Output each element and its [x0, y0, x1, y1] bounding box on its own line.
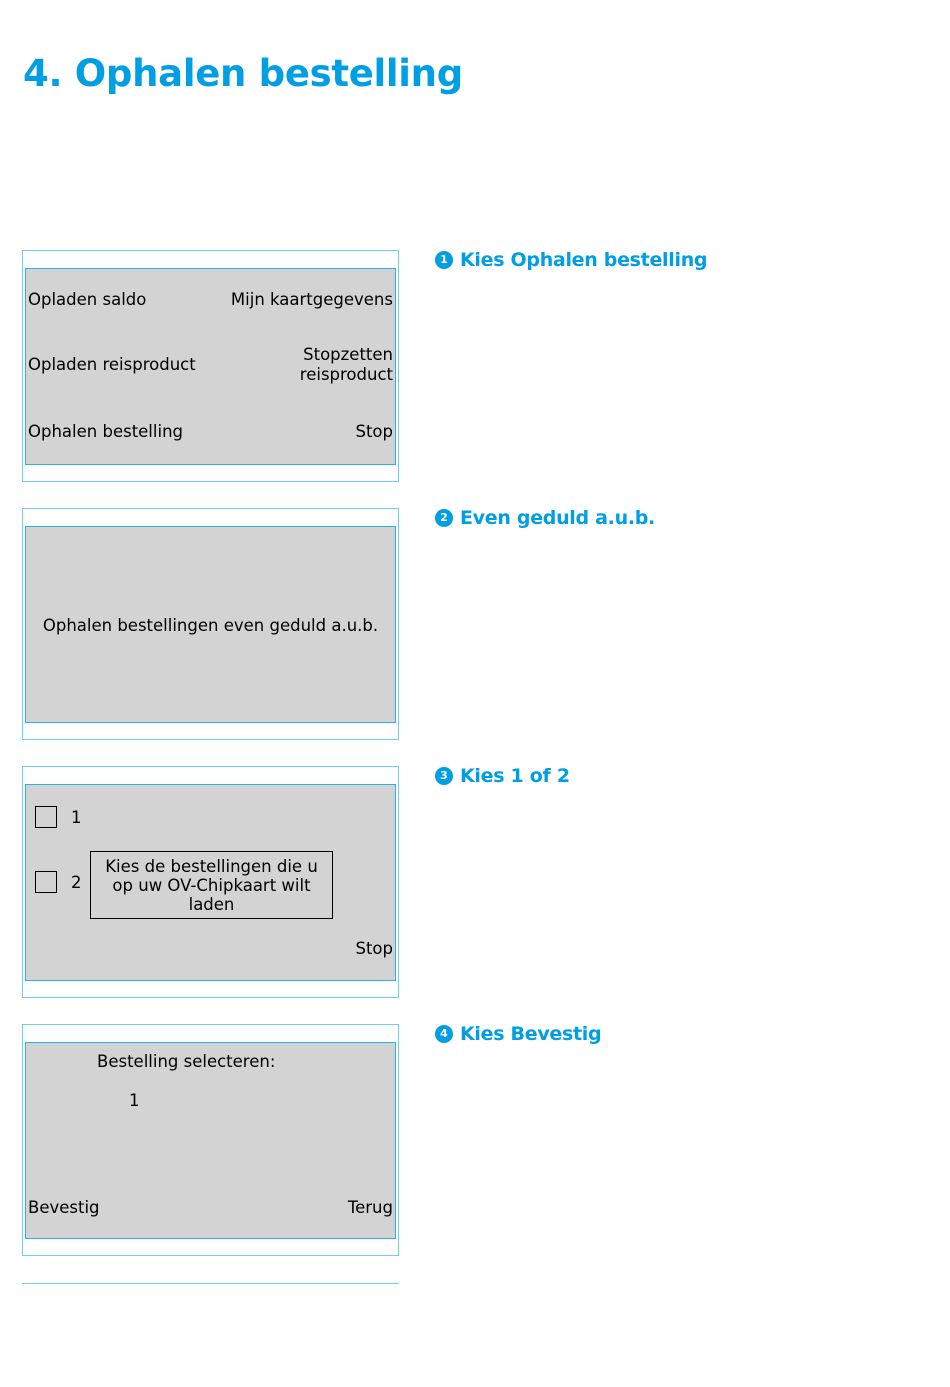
select-heading: Bestelling selecteren:	[97, 1052, 276, 1071]
order-checkbox-2[interactable]	[35, 871, 57, 893]
menu-ophalen-bestelling[interactable]: Ophalen bestelling	[28, 422, 183, 441]
screen-panel-2	[22, 508, 399, 740]
menu-opladen-reisproduct[interactable]: Opladen reisproduct	[28, 355, 196, 374]
step-3-number: 3	[435, 767, 453, 785]
step-4	[435, 1022, 601, 1046]
instruction-popup	[90, 851, 333, 919]
instruction-popup-text: Kies de bestellingen die u op uw OV-Chipkaart wilt laden	[105, 856, 318, 914]
step-1-label: Kies Ophalen bestelling	[460, 249, 708, 271]
terminal-screen-main-menu	[25, 268, 396, 465]
step-2-number: 2	[435, 509, 453, 527]
menu-mijn-kaartgegevens[interactable]: Mijn kaartgegevens	[230, 290, 393, 309]
wait-message: Ophalen bestellingen even geduld a.u.b.	[42, 616, 379, 635]
step-2	[435, 506, 655, 530]
terminal-screen-choose-order	[25, 784, 396, 981]
menu-stop[interactable]: Stop	[355, 939, 393, 958]
order-option-2-label: 2	[71, 873, 82, 892]
selected-order-number: 1	[129, 1091, 140, 1110]
step-4-number: 4	[435, 1025, 453, 1043]
step-1	[435, 248, 707, 272]
page-title: 4. Ophalen bestelling	[23, 52, 463, 95]
step-3-label: Kies 1 of 2	[460, 765, 570, 787]
screen-panel-1	[22, 250, 399, 482]
terminal-screen-select-order	[25, 1042, 396, 1239]
menu-stopzetten-reisproduct[interactable]: Stopzetten reisproduct	[299, 345, 393, 384]
step-2-label: Even geduld a.u.b.	[460, 507, 655, 529]
step-1-number: 1	[435, 251, 453, 269]
screen-panel-3	[22, 766, 399, 998]
terminal-screen-wait	[25, 526, 396, 723]
bottom-divider	[22, 1283, 399, 1284]
confirm-button[interactable]: Bevestig	[28, 1198, 100, 1217]
step-4-label: Kies Bevestig	[460, 1023, 602, 1045]
screen-panel-4	[22, 1024, 399, 1256]
order-checkbox-1[interactable]	[35, 806, 57, 828]
menu-stop[interactable]: Stop	[355, 422, 393, 441]
step-3	[435, 764, 570, 788]
order-option-1-label: 1	[71, 808, 82, 827]
back-button[interactable]: Terug	[347, 1198, 393, 1217]
menu-opladen-saldo[interactable]: Opladen saldo	[28, 290, 147, 309]
